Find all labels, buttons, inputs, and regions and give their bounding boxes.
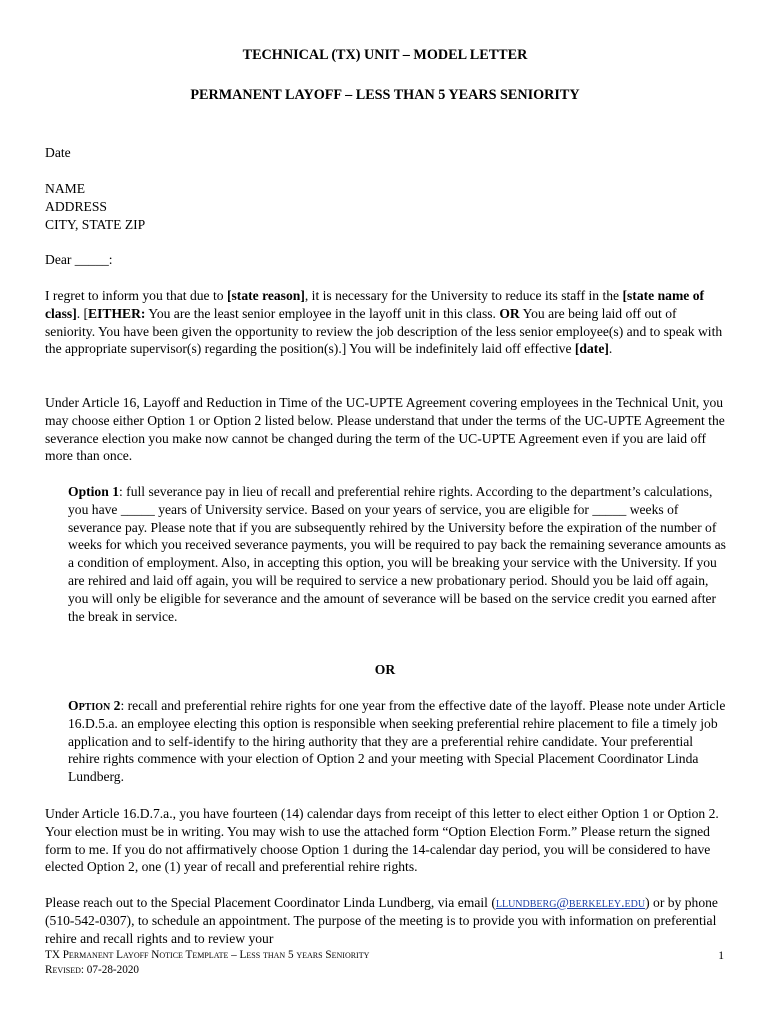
paragraph-election-deadline: Under Article 16.D.7.a., you have fourteen (14) calendar days from receipt of this letter to elect either Option 1 or Option 2. Your election must be in writing. You may wish to use the attached form “Option Election Form.” Please return the signed form to me. If you do not affirmatively choose Option 1 during the 14-calendar day period, you will be considered to have elected Option 2, one (1) year of recall and preferential rehire rights. bbox=[45, 806, 719, 875]
paragraph-article-16: Under Article 16, Layoff and Reduction in Time of the UC-UPTE Agreement covering employees in the Technical Unit, you may choose either Option 1 or Option 2 listed below. Please understand that under the terms of the UC-UPTE Agreement the severance election you make now cannot be changed during the term of the UC-UPTE Agreement even if you are laid off more than once. bbox=[45, 395, 725, 464]
option-1-label: Option 1 bbox=[68, 484, 119, 499]
footer-title: TX Permanent Layoff Notice Template – Less than 5 years Seniority bbox=[45, 949, 370, 961]
or-separator: OR bbox=[374, 662, 396, 677]
page-footer bbox=[45, 948, 545, 977]
option-1-paragraph: Option 1: full severance pay in lieu of recall and preferential rehire rights. According to the department’s calculations, you have _____ years of University service. Based on your years of service, you are eligible for _____ weeks of severance pay. Please note that if you are subsequently rehired by the University before the expiration of the number of weeks for which you received severance payments, you will be required to pay back the remaining severance amounts as a condition of employment. Also, in accepting this option, you will be breaking your service with the University. If you are rehired and laid off again, you will be required to service a new probationary period. Should you be laid off again, you will only be eligible for severance and the amount of severance will be based on the service credit you earned after the break in service. bbox=[68, 484, 726, 624]
option-2-paragraph: Option 2: recall and preferential rehire rights for one year from the effective date of the layoff. Please note under Article 16.D.5.a. an employee electing this option is responsible when seeking preferential rehire placement to file a timely job application and to self-identify to the hiring authority that they are a preferential rehire candidate. Your preferential rehire rights commence with your election of Option 2 and your meeting with Special Placement Coordinator Linda Lundberg. bbox=[68, 698, 726, 785]
recipient-address: ADDRESS bbox=[45, 198, 107, 214]
paragraph-layoff-reason: I regret to inform you that due to [state reason], it is necessary for the University to reduce its staff in the [state name of class]. [EITHER: You are the least senior employee in the layoff unit in this class. OR You are being laid off out of seniority. You have been given the opportunity to review the job description of the less senior employee(s) and to speak with the appropriate supervisor(s) regarding the position(s).] You will be indefinitely laid off effective [date]. bbox=[45, 288, 723, 357]
page-number: 1 bbox=[718, 950, 724, 962]
recipient-name: NAME bbox=[45, 181, 86, 196]
email-link[interactable]: llundberg@berkeley.edu bbox=[495, 895, 646, 910]
document-subtitle: PERMANENT LAYOFF – LESS THAN 5 YEARS SENIORITY bbox=[190, 87, 580, 103]
paragraph-contact-coordinator: Please reach out to the Special Placement Coordinator Linda Lundberg, via email (llundberg@berkeley.edu) or by phone (510-542-0307), to schedule an appointment. The purpose of the meeting is to provide you with information on preferential rehire and recall rights and to review your bbox=[45, 895, 718, 946]
recipient-city: CITY, STATE ZIP bbox=[45, 216, 146, 232]
address-block bbox=[45, 180, 725, 233]
option-2-label: Option 2 bbox=[68, 698, 121, 713]
footer-revised: Revised: 07-28-2020 bbox=[45, 963, 140, 976]
document-title: TECHNICAL (TX) UNIT – MODEL LETTER bbox=[242, 47, 528, 63]
date-line: Date bbox=[45, 145, 71, 160]
salutation: Dear _____: bbox=[45, 252, 113, 267]
